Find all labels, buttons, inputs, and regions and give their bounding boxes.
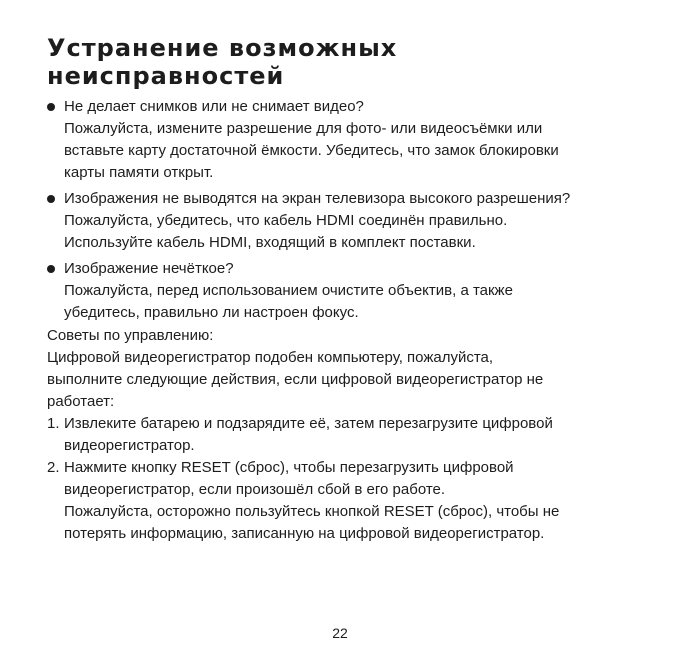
tips-step <box>47 457 667 545</box>
step-line: видеорегистратор. <box>64 437 195 454</box>
faq-question: Изображение нечёткое? <box>64 260 234 277</box>
tips-section <box>47 325 667 545</box>
faq-answer-line: убедитесь, правильно ли настроен фокус. <box>64 304 359 321</box>
tips-intro-line: работает: <box>47 393 115 410</box>
step-line: Пожалуйста, осторожно пользуйтесь кнопкой RESET (сброс), чтобы не <box>64 503 560 520</box>
bullet-icon <box>47 195 55 203</box>
tips-intro-line: Цифровой видеорегистратор подобен компьютеру, пожалуйста, <box>47 349 494 366</box>
title-line-1: Устранение возможных <box>47 34 398 62</box>
step-line: Нажмите кнопку RESET (сброс), чтобы перезагрузить цифровой <box>64 459 514 476</box>
tips-heading: Советы по управлению: <box>47 327 214 344</box>
faq-answer-line: карты памяти открыт. <box>64 164 214 181</box>
faq-item <box>47 258 667 324</box>
bullet-icon <box>47 103 55 111</box>
tips-intro-line: выполните следующие действия, если цифровой видеорегистратор не <box>47 371 544 388</box>
tips-step <box>47 413 667 457</box>
faq-question: Не делает снимков или не снимает видео? <box>64 98 364 115</box>
title-line-2: неисправностей <box>47 62 285 90</box>
page-title <box>47 34 647 90</box>
faq-question: Изображения не выводятся на экран телевизора высокого разрешения? <box>64 190 571 207</box>
troubleshooting-content <box>47 96 667 545</box>
step-line: Извлеките батарею и подзарядите её, затем перезагрузите цифровой <box>64 415 553 432</box>
faq-item <box>47 96 667 184</box>
step-line: видеорегистратор, если произошёл сбой в его работе. <box>64 481 446 498</box>
step-number: 2. <box>47 459 60 476</box>
faq-answer-line: Используйте кабель HDMI, входящий в комплект поставки. <box>64 234 476 251</box>
faq-answer-line: Пожалуйста, убедитесь, что кабель HDMI соединён правильно. <box>64 212 508 229</box>
faq-answer-line: Пожалуйста, измените разрешение для фото- или видеосъёмки или <box>64 120 543 137</box>
faq-answer-line: Пожалуйста, перед использованием очистите объектив, а также <box>64 282 513 299</box>
faq-item <box>47 188 667 254</box>
step-line: потерять информацию, записанную на цифровой видеорегистратор. <box>64 525 545 542</box>
step-number: 1. <box>47 415 60 432</box>
bullet-icon <box>47 265 55 273</box>
page-number: 22 <box>332 625 348 641</box>
faq-answer-line: вставьте карту достаточной ёмкости. Убедитесь, что замок блокировки <box>64 142 559 159</box>
